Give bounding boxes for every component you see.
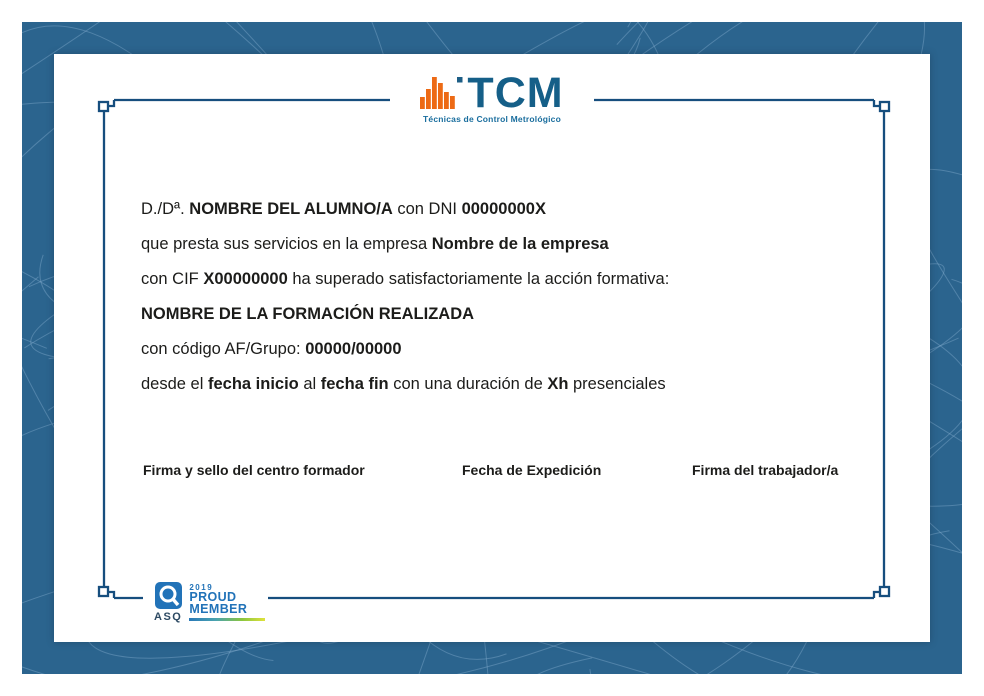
line-dates: desde el fecha inicio al fecha fin con una duración de Xh presenciales bbox=[141, 375, 666, 393]
line-course: NOMBRE DE LA FORMACIÓN REALIZADA bbox=[141, 305, 475, 323]
signature-label-issue-date: Fecha de Expedición bbox=[462, 462, 602, 478]
signature-label-training-center: Firma y sello del centro formador bbox=[143, 462, 365, 478]
histogram-bars-icon bbox=[420, 75, 463, 109]
signature-label-worker: Firma del trabajador/a bbox=[692, 462, 839, 478]
brand-wordmark: TCM bbox=[467, 69, 564, 117]
tcm-logo bbox=[54, 69, 930, 124]
line-cif: con CIF X00000000 ha superado satisfactoriamente la acción formativa: bbox=[141, 270, 670, 288]
asq-membership-logo bbox=[154, 582, 265, 623]
membership-word-proud: PROUD bbox=[189, 590, 237, 604]
brand-tagline: Técnicas de Control Metrológico bbox=[423, 114, 561, 124]
line-code: con código AF/Grupo: 00000/00000 bbox=[141, 340, 402, 358]
certificate-body bbox=[141, 192, 881, 402]
line-company: que presta sus servicios en la empresa Nombre de la empresa bbox=[141, 235, 609, 253]
membership-gradient-rule bbox=[189, 618, 265, 621]
asq-org-label: ASQ bbox=[154, 611, 183, 623]
membership-word-member: MEMBER bbox=[189, 601, 248, 616]
membership-year: 2019 bbox=[189, 583, 214, 592]
logo-accent-square bbox=[457, 77, 463, 83]
line-student: D./Dª. NOMBRE DEL ALUMNO/A con DNI 00000000X bbox=[141, 200, 546, 218]
asq-q-logo-icon bbox=[155, 582, 182, 609]
certificate-sheet bbox=[54, 54, 930, 642]
